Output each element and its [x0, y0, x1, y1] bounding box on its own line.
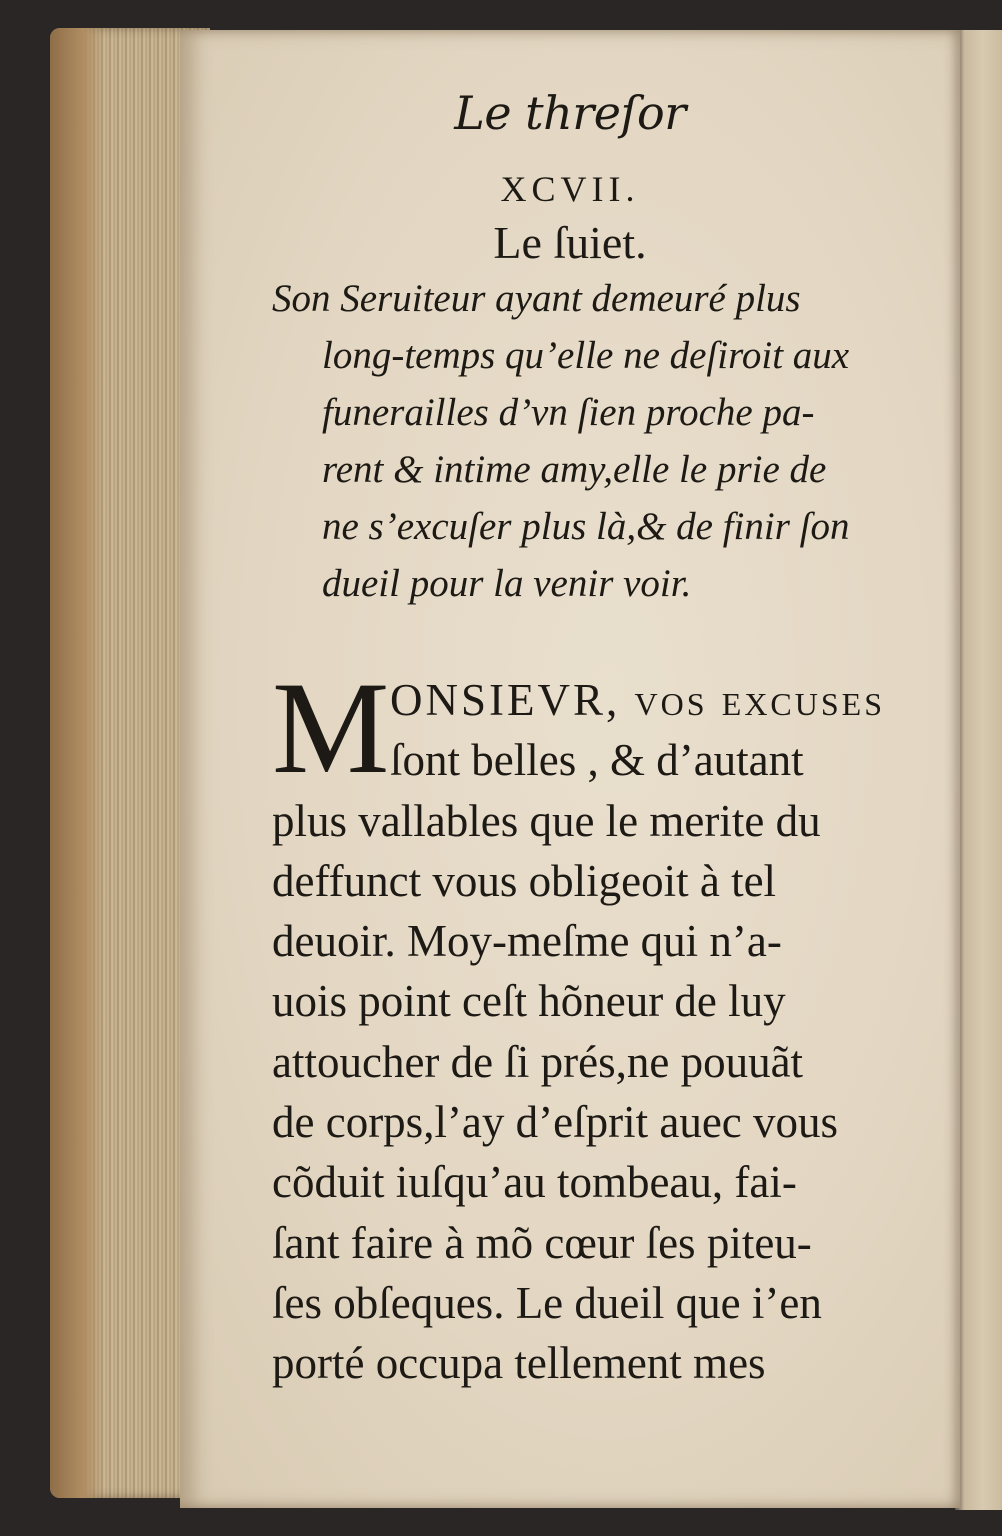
drop-cap: M — [272, 654, 390, 801]
body-paragraph — [272, 654, 892, 1394]
facing-page-edge — [955, 30, 1002, 1510]
argument-line: ne s’excuſer plus là,& de finir ſon — [322, 505, 850, 548]
subject-heading: Le ſuiet. — [493, 217, 647, 268]
body-line: ſes obſeques. Le dueil que i’en — [272, 1277, 822, 1328]
body-line: porté occupa tellement mes — [272, 1338, 766, 1389]
body-line: de corps,l’ay d’eſprit auec vous — [272, 1097, 839, 1148]
argument-line: rent & intime amy,elle le prie de — [322, 448, 827, 491]
body-line: deffunct vous obligeoit à tel — [272, 855, 777, 906]
argument-line: funerailles d’vn ſien proche pa- — [322, 391, 815, 434]
running-head: Le threſor — [454, 86, 686, 140]
body-line: ſont belles , & d’autant — [390, 735, 804, 786]
argument-line: long-temps qu’elle ne deſiroit aux — [322, 334, 850, 377]
chapter-number: XCVII. — [500, 169, 640, 209]
book-page — [180, 30, 960, 1508]
body-line: cõduit iuſqu’au tombeau, fai- — [272, 1157, 797, 1208]
body-line: deuoir. Moy-meſme qui n’a- — [272, 916, 782, 967]
argument-block — [272, 270, 850, 612]
body-line: ſant faire à mõ cœur ſes piteu- — [272, 1217, 812, 1268]
body-line-first: ONSIEVR, vos excuſes — [390, 675, 886, 725]
body-line: uois point ceſt hõneur de luy — [272, 976, 786, 1027]
body-line: plus vallables que le merite du — [272, 795, 821, 846]
argument-line: dueil pour la venir voir. — [322, 562, 692, 605]
body-line: attoucher de ſi prés,ne pouuãt — [272, 1036, 804, 1087]
argument-line: Son Seruiteur ayant demeuré plus — [272, 277, 801, 320]
